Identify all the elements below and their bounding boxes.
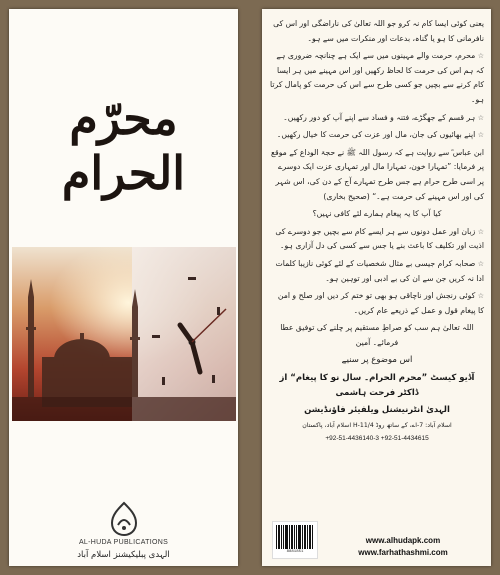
hadith-reference: (صحیح بخاری) — [323, 191, 370, 201]
bullet-item: ☆ محرم، حرمت والے مہینوں میں سے ایک ہے چنانچہ ضروری ہے کہ ہم اس کی حرمت کا لحاظ رکھیں اور اس مہینے میں ہر ایسا کام کرنے سے بچیں جو کسی طرح سے اس کی حرمت کو پامال کرتا ہو۔ — [269, 51, 484, 104]
star-icon: ☆ — [477, 113, 484, 122]
star-icon: ☆ — [477, 131, 484, 140]
publisher-name-english: AL-HUDA PUBLICATIONS — [78, 539, 169, 546]
bullet-item: ☆ ہر قسم کے جھگڑے، فتنہ و فساد سے اپنے آپ کو دور رکھیں۔ — [283, 112, 484, 122]
alhuda-logo — [108, 501, 140, 537]
star-icon: ☆ — [477, 52, 484, 61]
website-link-farhathashmi[interactable]: www.farhathashmi.com — [358, 548, 448, 557]
bullet-item: ☆ صحابہ کرام جیسی بے مثال شخصیات کے لئے کوئی نازیبا کلمات ادا نہ کریں جن سے ان کی بے ادبی اور توہین ہو۔ — [275, 258, 484, 283]
address-line: اسلام آباد: 7-اے، کے ساتھ روڈ H-11/4 اسلام آباد، پاکستان — [302, 421, 452, 429]
barcode — [272, 521, 318, 559]
organization-name: الہدیٰ انٹرنیشنل ویلفیئر فاؤنڈیشن — [304, 405, 450, 416]
bullet-item: ☆ اپنے بھائیوں کی جان، مال اور عزت کی حرمت کا خیال رکھیں۔ — [276, 130, 484, 140]
cover-title: محرّم الحرام — [61, 91, 186, 201]
bullet-item: ☆ کوئی رنجش اور ناچاقی ہو بھی تو ختم کر دیں اور صلح و امن کا پیغام قول و عمل کے ذریعے عام کریں۔ — [277, 291, 484, 315]
back-text — [270, 17, 484, 447]
audio-cassette-line: آڈیو کیسٹ ”محرم الحرام۔ سال نو کا پیغام“ از ڈاکٹر فرحت ہاشمی — [279, 373, 475, 398]
cover-photo — [12, 247, 236, 421]
dua-line: اللہ تعالیٰ ہم سب کو صراطِ مستقیم پر چلنے کی توفیق عطا فرمائے۔ آمین — [280, 323, 474, 347]
barcode-number: 8881851 — [286, 550, 304, 554]
cover-panel — [9, 9, 238, 566]
back-panel — [262, 9, 491, 566]
bullet-item: ☆ زبان اور عمل دونوں سے ہر ایسے کام سے بچیں جو دوسرے کی اذیت اور تکلیف کا باعث بنے یا جس سے کسی کی دل آزاری ہو۔ — [275, 226, 484, 251]
intro-paragraph: یعنی کوئی ایسا کام نہ کرو جو اللہ تعالیٰ کی ناراضگی اور اس کی نافرمانی کا ہو یا گناہ، بدعات اور منکرات میں سے ہو۔ — [273, 19, 484, 43]
subject-heading: اس موضوع پر سنیے — [341, 355, 413, 366]
star-icon: ☆ — [477, 292, 484, 301]
star-icon: ☆ — [477, 259, 484, 268]
publisher-name-urdu: الہدی پبلیکیشنز اسلام آباد — [77, 550, 170, 560]
star-icon: ☆ — [477, 227, 484, 236]
phone-numbers: +92-51-4436140-3 +92-51-4434615 — [325, 434, 429, 442]
website-link-alhuda[interactable]: www.alhudapk.com — [365, 536, 441, 545]
question-line: کیا آپ کا یہ پیغام ہمارے لئے کافی نہیں؟ — [312, 209, 442, 219]
hadith-paragraph: ابن عباس ؓ سے روایت ہے کہ رسول اللہ ﷺ نے حجۃ الوداع کے موقع پر فرمایا: ”تمہارا خون، تمہارا مال اور تمہاری عزت ایک دوسرے پر اسی طرح حرام ہے جس طرح تمہارے آج کے دن کی، اس شہر کی اور اس مہینے کی حرمت ہے۔“ (صحیح بخاری) — [270, 147, 484, 201]
